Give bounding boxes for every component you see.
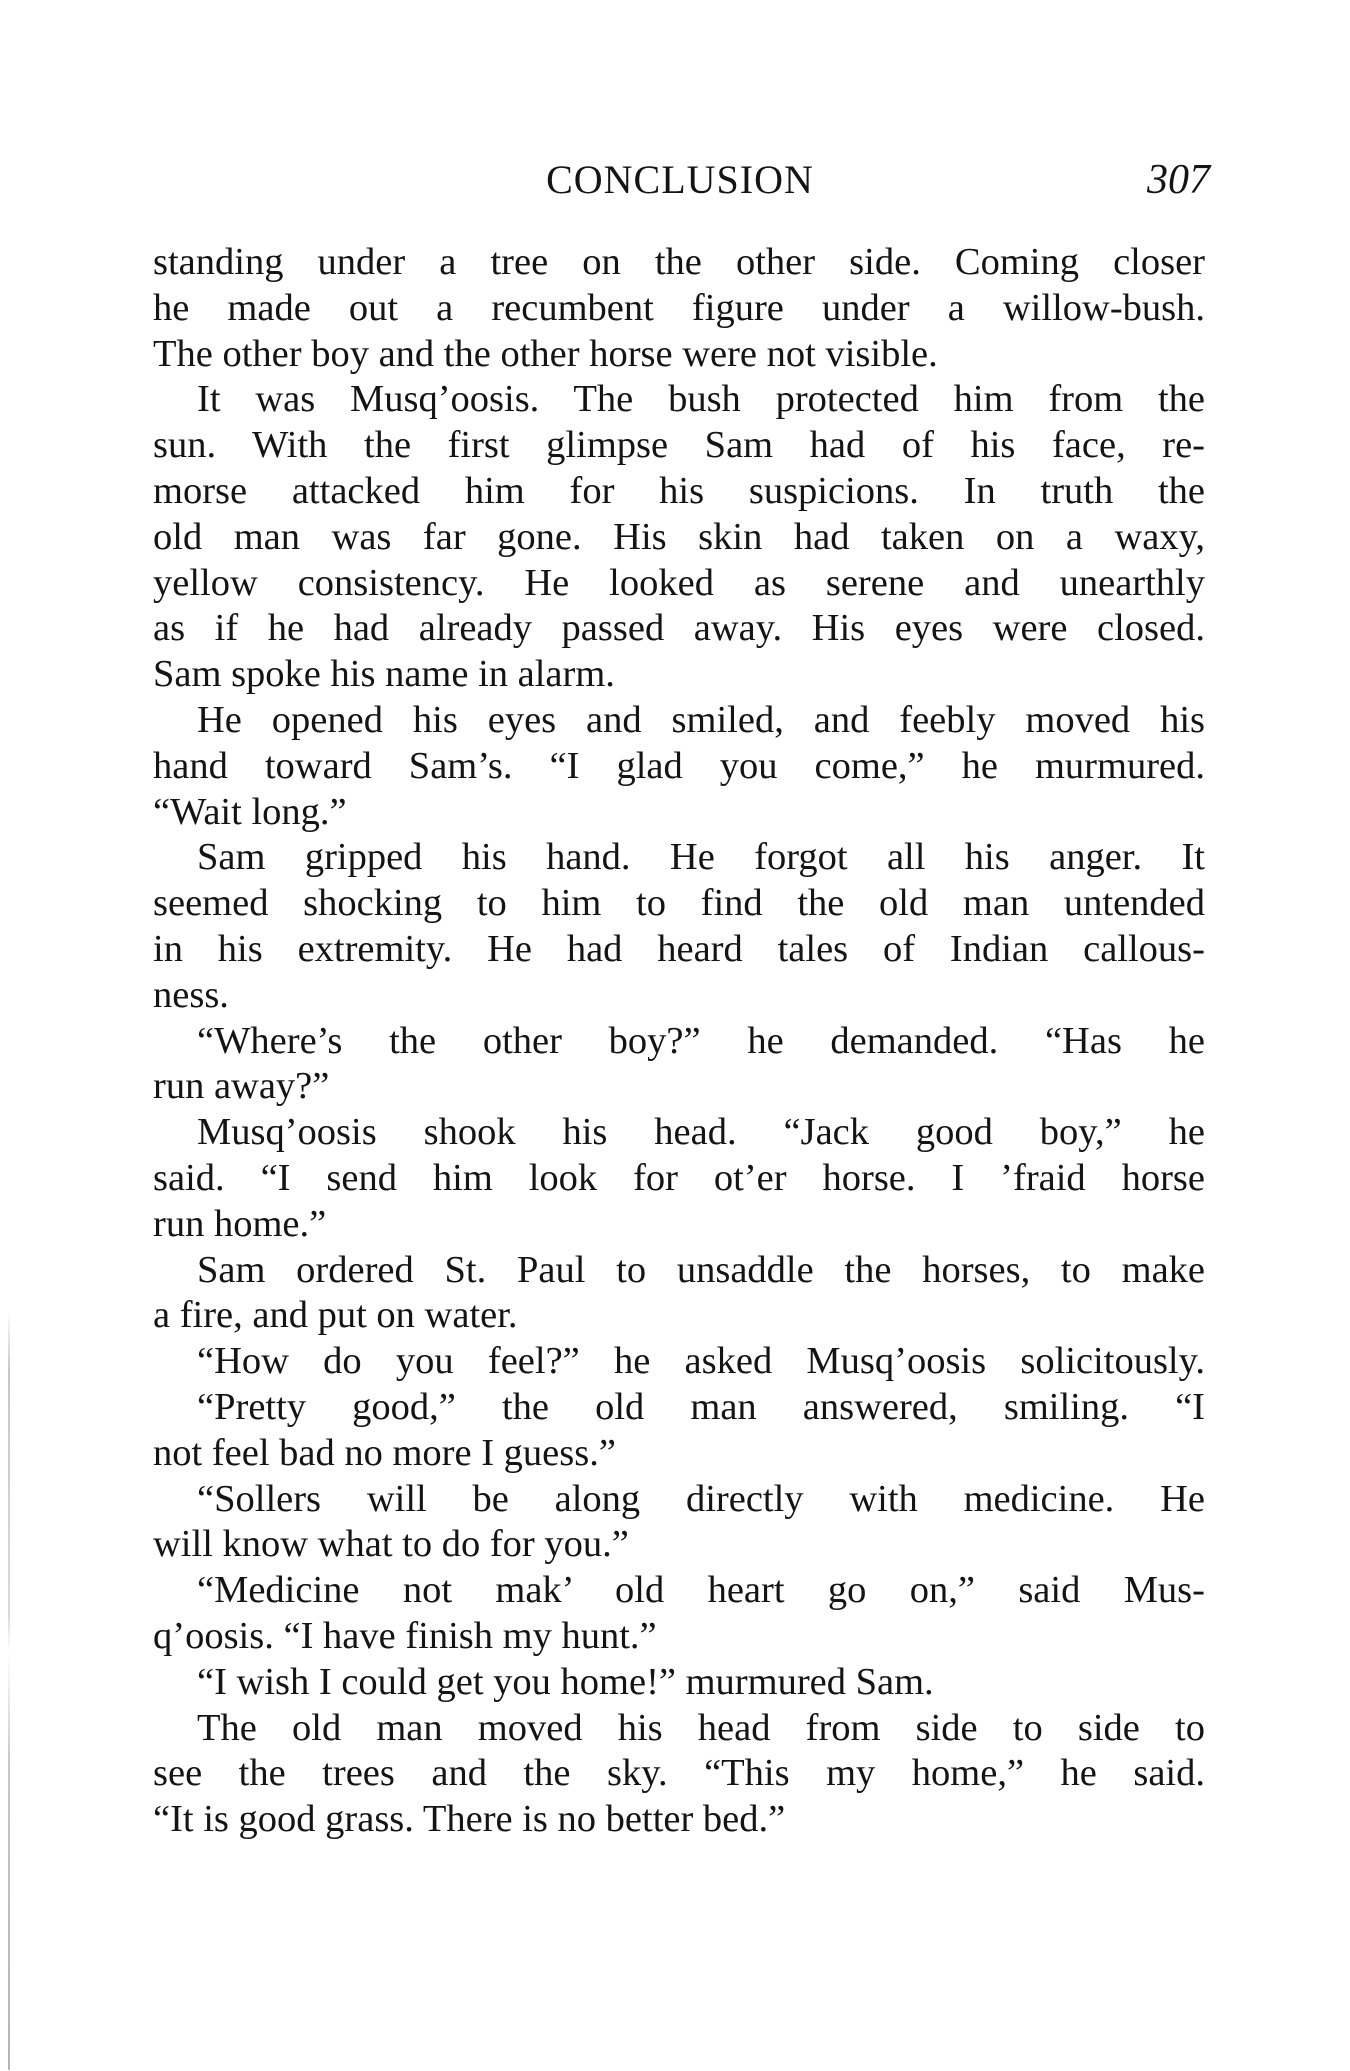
text-line: “I wish I could get you home!” murmured Sam.	[197, 1660, 934, 1703]
page-number: 307	[1147, 157, 1210, 203]
text-line: The other boy and the other horse were not visible.	[153, 332, 938, 375]
text-line: run away?”	[153, 1065, 330, 1108]
running-head: CONCLUSION	[546, 157, 814, 202]
body-text	[153, 240, 1205, 1843]
text-line: hand toward Sam’s. “I glad you come,” he murmured.	[153, 744, 1205, 787]
text-line: said. “I send him look for ot’er horse. I ’fraid horse	[153, 1156, 1205, 1199]
text-line: as if he had already passed away. His eyes were closed.	[153, 607, 1205, 650]
text-line: “Where’s the other boy?” he demanded. “Has he	[197, 1019, 1205, 1062]
text-line: “How do you feel?” he asked Musq’oosis solicitously.	[197, 1340, 1205, 1383]
text-line: “Medicine not mak’ old heart go on,” said Mus-	[197, 1569, 1205, 1612]
text-line: ness.	[153, 973, 229, 1016]
text-line: Sam gripped his hand. He forgot all his anger. It	[197, 836, 1205, 879]
text-line: “Sollers will be along directly with medicine. He	[197, 1477, 1205, 1520]
text-line: He opened his eyes and smiled, and feebly moved his	[197, 698, 1205, 741]
text-line: standing under a tree on the other side. Coming closer	[153, 241, 1205, 283]
text-line: he made out a recumbent figure under a willow-bush.	[153, 286, 1205, 329]
text-line: will know what to do for you.”	[153, 1523, 629, 1566]
text-line: seemed shocking to him to find the old man untended	[153, 882, 1205, 925]
text-line: “Pretty good,” the old man answered, smiling. “I	[197, 1385, 1205, 1428]
text-line: run home.”	[153, 1202, 327, 1245]
text-line: in his extremity. He had heard tales of Indian callous-	[153, 927, 1205, 970]
text-line: “It is good grass. There is no better bed.”	[153, 1798, 786, 1841]
text-line: a fire, and put on water.	[153, 1294, 518, 1337]
text-line: not feel bad no more I guess.”	[153, 1431, 616, 1474]
scan-margin-mark	[8, 1310, 10, 2070]
text-line: sun. With the first glimpse Sam had of his face, re-	[153, 424, 1205, 467]
text-line: Sam spoke his name in alarm.	[153, 653, 615, 696]
text-line: q’oosis. “I have finish my hunt.”	[153, 1614, 657, 1657]
text-line: old man was far gone. His skin had taken on a waxy,	[153, 515, 1205, 558]
text-line: yellow consistency. He looked as serene and unearthly	[153, 561, 1205, 604]
text-line: Sam ordered St. Paul to unsaddle the horses, to make	[197, 1248, 1205, 1291]
text-line: It was Musq’oosis. The bush protected him from the	[197, 378, 1205, 421]
text-line: “Wait long.”	[153, 790, 347, 833]
text-line: Musq’oosis shook his head. “Jack good boy,” he	[197, 1111, 1205, 1154]
page-header	[150, 150, 1210, 210]
text-line: see the trees and the sky. “This my home,” he said.	[153, 1752, 1205, 1795]
text-line: morse attacked him for his suspicions. In truth the	[153, 469, 1205, 512]
text-line: The old man moved his head from side to side to	[197, 1706, 1205, 1749]
